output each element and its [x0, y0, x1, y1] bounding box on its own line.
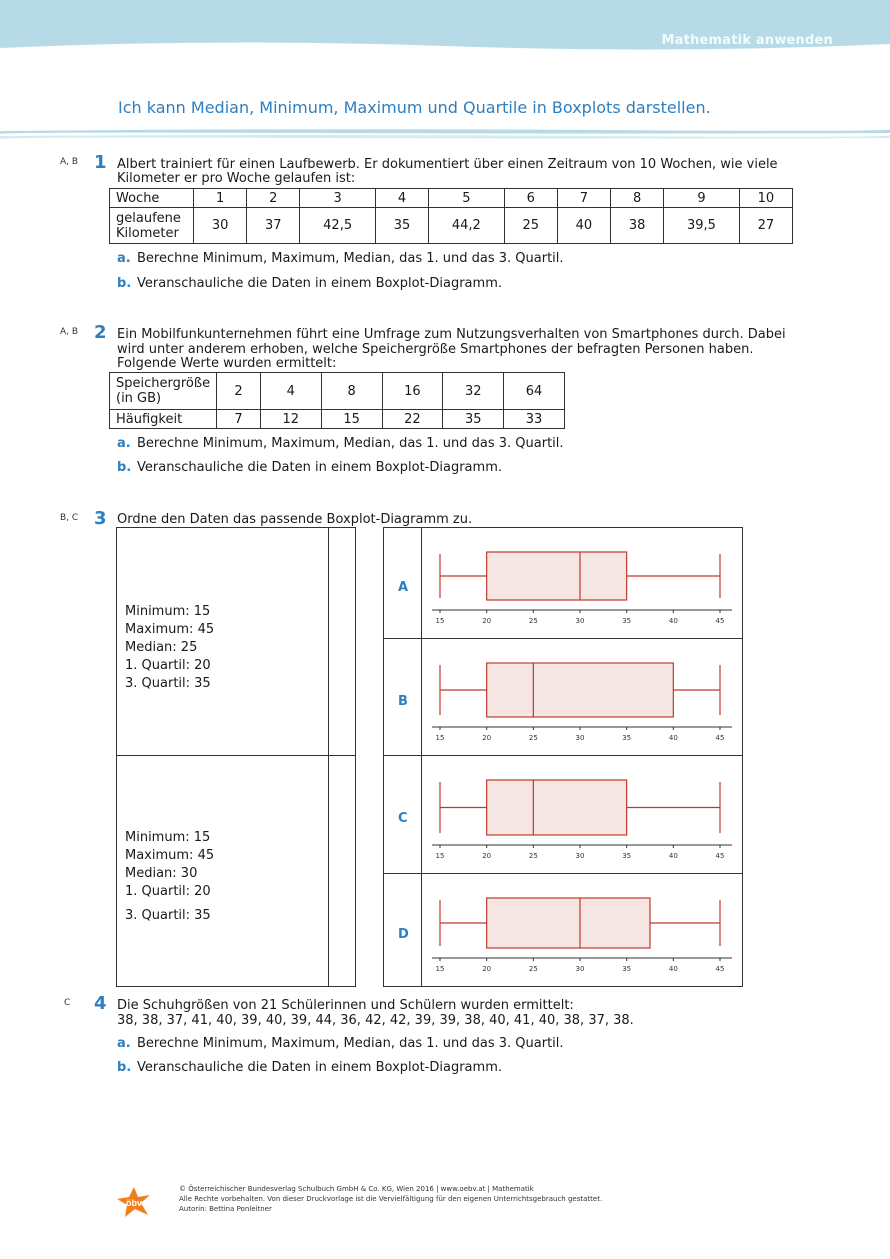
- stat-line: 3. Quartil: 35: [125, 908, 211, 923]
- stat-line: Maximum: 45: [125, 848, 215, 863]
- plot-label-c: C: [398, 811, 408, 826]
- subtask-letter: b.: [117, 1060, 132, 1075]
- task1-km-cell: 37: [247, 208, 300, 244]
- task4-subtask-b: [117, 1060, 502, 1075]
- task1-km-label: [110, 208, 194, 244]
- box-iqr: [487, 898, 650, 948]
- x-tick-label: 25: [528, 617, 538, 625]
- task2-size-row: [110, 373, 565, 410]
- task2-size-cell: 8: [321, 373, 382, 410]
- subtask-text: Veranschauliche die Daten in einem Boxplot-Diagramm.: [137, 1060, 502, 1075]
- task1-week-cell: 5: [429, 189, 505, 208]
- stat-line: Median: 25: [125, 640, 198, 655]
- x-tick-label: 15: [435, 617, 445, 625]
- task2-freq-cell: 7: [217, 410, 261, 429]
- task1-week-cell: 10: [739, 189, 792, 208]
- x-tick-label: 40: [668, 734, 678, 742]
- task1-km-label-line1: gelaufene: [116, 210, 181, 226]
- task1-table: [109, 188, 793, 244]
- subtask-text: Veranschauliche die Daten in einem Boxplot-Diagramm.: [137, 460, 502, 475]
- stat-line: 3. Quartil: 35: [125, 676, 211, 691]
- task3-boxplot-grid: [383, 527, 743, 987]
- subtask-letter: a.: [117, 1036, 131, 1051]
- x-tick-label: 40: [668, 617, 678, 625]
- goal-divider: [0, 128, 890, 140]
- task1-week-cell: 1: [194, 189, 247, 208]
- stat-line: Minimum: 15: [125, 604, 211, 619]
- x-tick-label: 20: [482, 852, 492, 860]
- task2-freq-cell: 12: [260, 410, 321, 429]
- x-tick-label: 40: [668, 852, 678, 860]
- plot-label-b: B: [398, 694, 408, 709]
- task1-km-cell: 25: [504, 208, 557, 244]
- task2-freq-cell: 15: [321, 410, 382, 429]
- box-iqr: [487, 552, 627, 600]
- grid-divider: [117, 755, 355, 756]
- stat-line: 1. Quartil: 20: [125, 658, 211, 673]
- task2-table: [109, 372, 565, 429]
- section-title: Mathematik anwenden: [661, 33, 833, 48]
- box-iqr: [487, 663, 674, 717]
- x-tick-label: 30: [575, 965, 585, 973]
- subtask-text: Veranschauliche die Daten in einem Boxplot-Diagramm.: [137, 276, 502, 291]
- task1-km-row: [110, 208, 793, 244]
- stat-line: Maximum: 45: [125, 622, 215, 637]
- task2-freq-label: Häufigkeit: [110, 410, 217, 429]
- x-tick-label: 45: [715, 965, 725, 973]
- boxplot-c: [422, 756, 742, 873]
- task1-km-cell: 39,5: [664, 208, 740, 244]
- task1-week-cell: 3: [300, 189, 376, 208]
- x-tick-label: 30: [575, 734, 585, 742]
- box-iqr: [487, 780, 627, 835]
- stat-line: Minimum: 15: [125, 830, 211, 845]
- stats-set-1: [125, 603, 214, 693]
- x-tick-label: 45: [715, 734, 725, 742]
- task1-week-cell: 6: [504, 189, 557, 208]
- task1-week-row: [110, 189, 793, 208]
- stats-set-2: [125, 829, 214, 925]
- subtask-text: Berechne Minimum, Maximum, Median, das 1. und das 3. Quartil.: [137, 436, 564, 451]
- boxplot-d: [422, 874, 742, 986]
- task1-km-cell: 40: [557, 208, 610, 244]
- footer-rights: Alle Rechte vorbehalten. Von dieser Druckvorlage ist die Vervielfältigung für den eigenen Unterrichtsgebrauch gestattet.: [179, 1195, 603, 1203]
- footer-copyright: © Österreichischer Bundesverlag Schulbuch GmbH & Co. KG, Wien 2016 | www.oebv.at | Mathematik: [179, 1185, 534, 1193]
- task2-text-line1: Ein Mobilfunkunternehmen führt eine Umfrage zum Nutzungsverhalten von Smartphones durch. Dabei: [117, 327, 786, 342]
- task1-number: 1: [94, 152, 107, 173]
- task2-freq-row: [110, 410, 565, 429]
- boxplot-a: [422, 528, 742, 638]
- task1-text-line1: Albert trainiert für einen Laufbewerb. Er dokumentiert über einen Zeitraum von 10 Wochen, wie viele: [117, 157, 778, 172]
- task1-week-cell: 2: [247, 189, 300, 208]
- subtask-letter: b.: [117, 276, 132, 291]
- x-tick-label: 45: [715, 852, 725, 860]
- task3-stats-grid: [116, 527, 356, 987]
- task2-size-label: [110, 373, 217, 410]
- x-tick-label: 15: [435, 852, 445, 860]
- x-tick-label: 25: [528, 852, 538, 860]
- x-tick-label: 30: [575, 852, 585, 860]
- grid-divider: [328, 528, 329, 986]
- task2-size-cell: 16: [382, 373, 443, 410]
- task2-size-cell: 4: [260, 373, 321, 410]
- task2-freq-cell: 35: [443, 410, 504, 429]
- task2-text-line2: wird unter anderem erhoben, welche Speichergröße Smartphones der befragten Personen haben.: [117, 342, 754, 357]
- task4-subtask-a: [117, 1036, 564, 1051]
- task2-size-cell: 32: [443, 373, 504, 410]
- plot-label-d: D: [398, 927, 409, 942]
- task1-km-cell: 27: [739, 208, 792, 244]
- task1-km-cell: 30: [194, 208, 247, 244]
- boxplot-b: [422, 639, 742, 755]
- x-tick-label: 20: [482, 965, 492, 973]
- task2-size-cell: 64: [504, 373, 565, 410]
- task1-week-cell: 7: [557, 189, 610, 208]
- task1-week-cell: 8: [611, 189, 664, 208]
- task2-freq-cell: 22: [382, 410, 443, 429]
- task2-tag: A, B: [60, 327, 79, 337]
- stat-line: Median: 30: [125, 866, 198, 881]
- subtask-letter: a.: [117, 436, 131, 451]
- task1-km-cell: 35: [375, 208, 428, 244]
- task4-text-line1: Die Schuhgrößen von 21 Schülerinnen und Schülern wurden ermittelt:: [117, 998, 574, 1013]
- task2-size-label-line1: Speichergröße: [116, 376, 211, 391]
- task4-tag: C: [64, 998, 71, 1008]
- task1-tag: A, B: [60, 157, 79, 167]
- subtask-text: Berechne Minimum, Maximum, Median, das 1. und das 3. Quartil.: [137, 1036, 564, 1051]
- subtask-letter: a.: [117, 251, 131, 266]
- task2-size-label-line2: (in GB): [116, 391, 162, 406]
- plot-label-a: A: [398, 580, 409, 595]
- x-tick-label: 15: [435, 965, 445, 973]
- x-tick-label: 30: [575, 617, 585, 625]
- task2-subtask-a: [117, 436, 564, 451]
- x-tick-label: 20: [482, 617, 492, 625]
- task3-number: 3: [94, 508, 107, 529]
- x-tick-label: 15: [435, 734, 445, 742]
- task3-tag: B, C: [60, 513, 79, 523]
- x-tick-label: 20: [482, 734, 492, 742]
- task1-subtask-b: [117, 276, 502, 291]
- x-tick-label: 35: [622, 965, 632, 973]
- x-tick-label: 45: [715, 617, 725, 625]
- publisher-logo: [115, 1185, 153, 1219]
- task1-km-cell: 38: [611, 208, 664, 244]
- footer-author: Autorin: Bettina Ponleitner: [179, 1205, 272, 1213]
- task1-subtask-a: [117, 251, 564, 266]
- x-tick-label: 40: [668, 965, 678, 973]
- footer: [179, 1184, 602, 1214]
- task2-freq-cell: 33: [504, 410, 565, 429]
- task3-text: Ordne den Daten das passende Boxplot-Diagramm zu.: [117, 512, 473, 527]
- task2-number: 2: [94, 322, 107, 343]
- task1-km-cell: 42,5: [300, 208, 376, 244]
- task1-km-label-line2: Kilometer: [116, 225, 179, 241]
- x-tick-label: 25: [528, 965, 538, 973]
- subtask-text: Berechne Minimum, Maximum, Median, das 1. und das 3. Quartil.: [137, 251, 564, 266]
- task1-text-line2: Kilometer er pro Woche gelaufen ist:: [117, 171, 356, 186]
- task1-km-cell: 44,2: [429, 208, 505, 244]
- task2-text-line3: Folgende Werte wurden ermittelt:: [117, 356, 337, 371]
- subtask-letter: b.: [117, 460, 132, 475]
- task1-week-cell: 9: [664, 189, 740, 208]
- x-tick-label: 35: [622, 617, 632, 625]
- logo-text: öbv: [125, 1198, 143, 1208]
- stat-line: 1. Quartil: 20: [125, 884, 211, 899]
- task1-week-label: Woche: [110, 189, 194, 208]
- task2-subtask-b: [117, 460, 502, 475]
- x-tick-label: 35: [622, 734, 632, 742]
- learning-goal: Ich kann Median, Minimum, Maximum und Quartile in Boxplots darstellen.: [118, 98, 711, 117]
- task1-week-cell: 4: [375, 189, 428, 208]
- x-tick-label: 35: [622, 852, 632, 860]
- task4-number: 4: [94, 993, 107, 1014]
- task4-text-line2: 38, 38, 37, 41, 40, 39, 40, 39, 44, 36, 42, 42, 39, 39, 38, 40, 41, 40, 38, 37, 38.: [117, 1013, 634, 1028]
- task2-size-cell: 2: [217, 373, 261, 410]
- x-tick-label: 25: [528, 734, 538, 742]
